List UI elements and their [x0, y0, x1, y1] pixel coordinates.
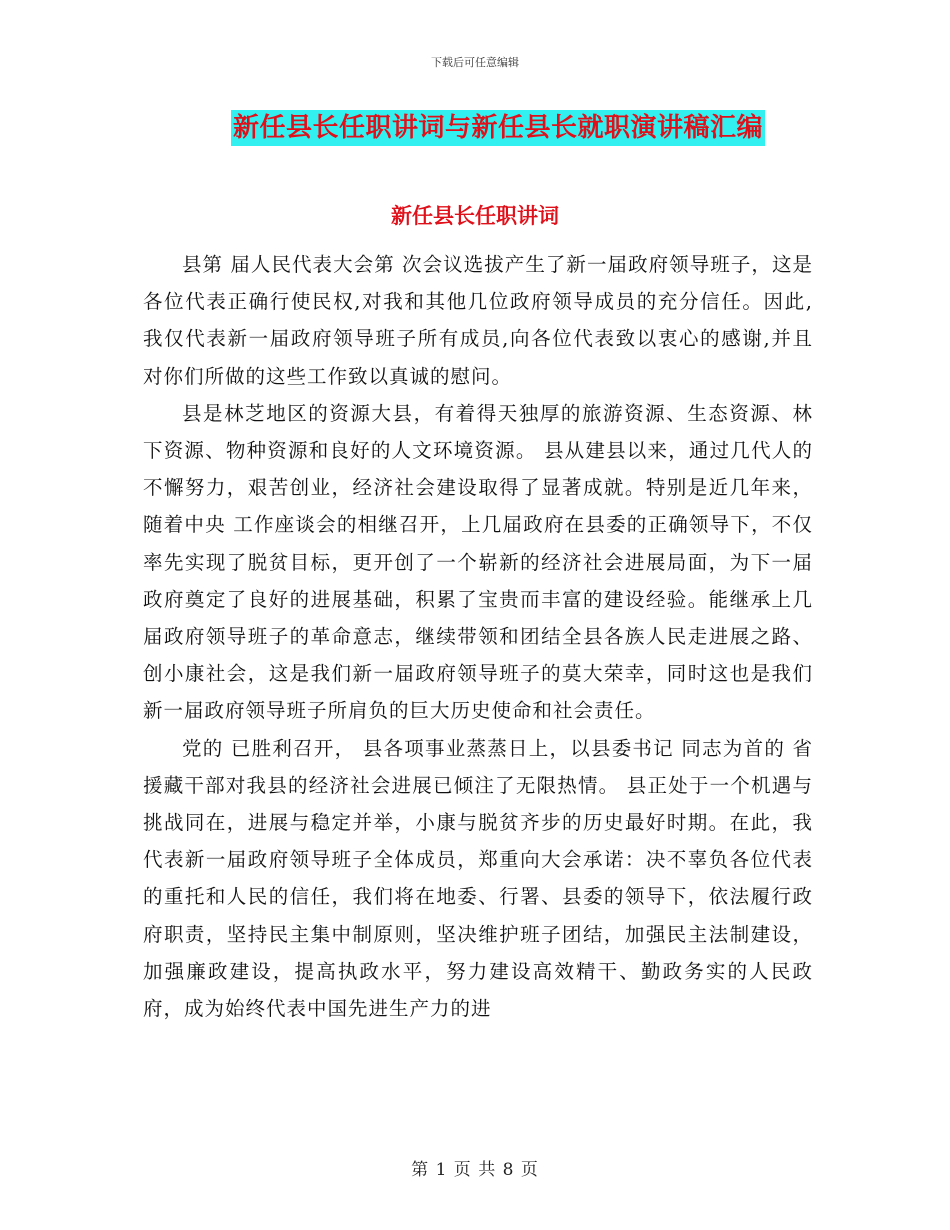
document-title-container — [0, 110, 950, 146]
page-footer: 第 1 页 共 8 页 — [411, 1160, 539, 1180]
section-title: 新任县长任职讲词 — [391, 203, 559, 228]
body-text — [143, 246, 813, 1027]
paragraph-3: 党的 已胜利召开， 县各项事业蒸蒸日上，以县委书记 同志为首的 省援藏干部对我县的经济社会进展已倾注了无限热情。 县正处于一个机遇与挑战同在，进展与稳定并举，小康与脱贫齐步的历史最好时期。在此，我代表新一届政府领导班子全体成员，郑重向大会承诺：决不辜负各位代表的重托和人民的信任，我们将在地委、行署、县委的领导下，依法履行政府职责，坚持民主集中制原则，坚决维护班子团结，加强民主法制建设，加强廉政建设，提高执政水平，努力建设高效精干、勤政务实的人民政府，成为始终代表中国先进生产力的进 — [143, 736, 813, 1021]
paragraph-2: 县是林芝地区的资源大县，有着得天独厚的旅游资源、生态资源、林下资源、物种资源和良好的人文环境资源。 县从建县以来，通过几代人的不懈努力，艰苦创业，经济社会建设取得了显著成就。特别是近几年来，随着中央 工作座谈会的相继召开，上几届政府在县委的正确领导下，不仅率先实现了脱贫目标，更开创了一个崭新的经济社会进展局面，为下一届政府奠定了良好的进展基础，积累了宝贵而丰富的建设经验。能继承上几届政府领导班子的革命意志，继续带领和团结全县各族人民走进展之路、创小康社会，这是我们新一届政府领导班子的莫大荣幸，同时这也是我们新一届政府领导班子所肩负的巨大历史使命和社会责任。 — [143, 401, 813, 723]
document-title: 新任县长任职讲词与新任县长就职演讲稿汇编 — [231, 110, 765, 146]
paragraph-1: 县第 届人民代表大会第 次会议选拔产生了新一届政府领导班子，这是各位代表正确行使民权,对我和其他几位政府领导成员的充分信任。因此,我仅代表新一届政府领导班子所有成员,向各位代表致以衷心的感谢,并且对你们所做的这些工作致以真诚的慰问。 — [143, 253, 813, 388]
header-note: 下载后可任意编辑 — [431, 56, 519, 69]
